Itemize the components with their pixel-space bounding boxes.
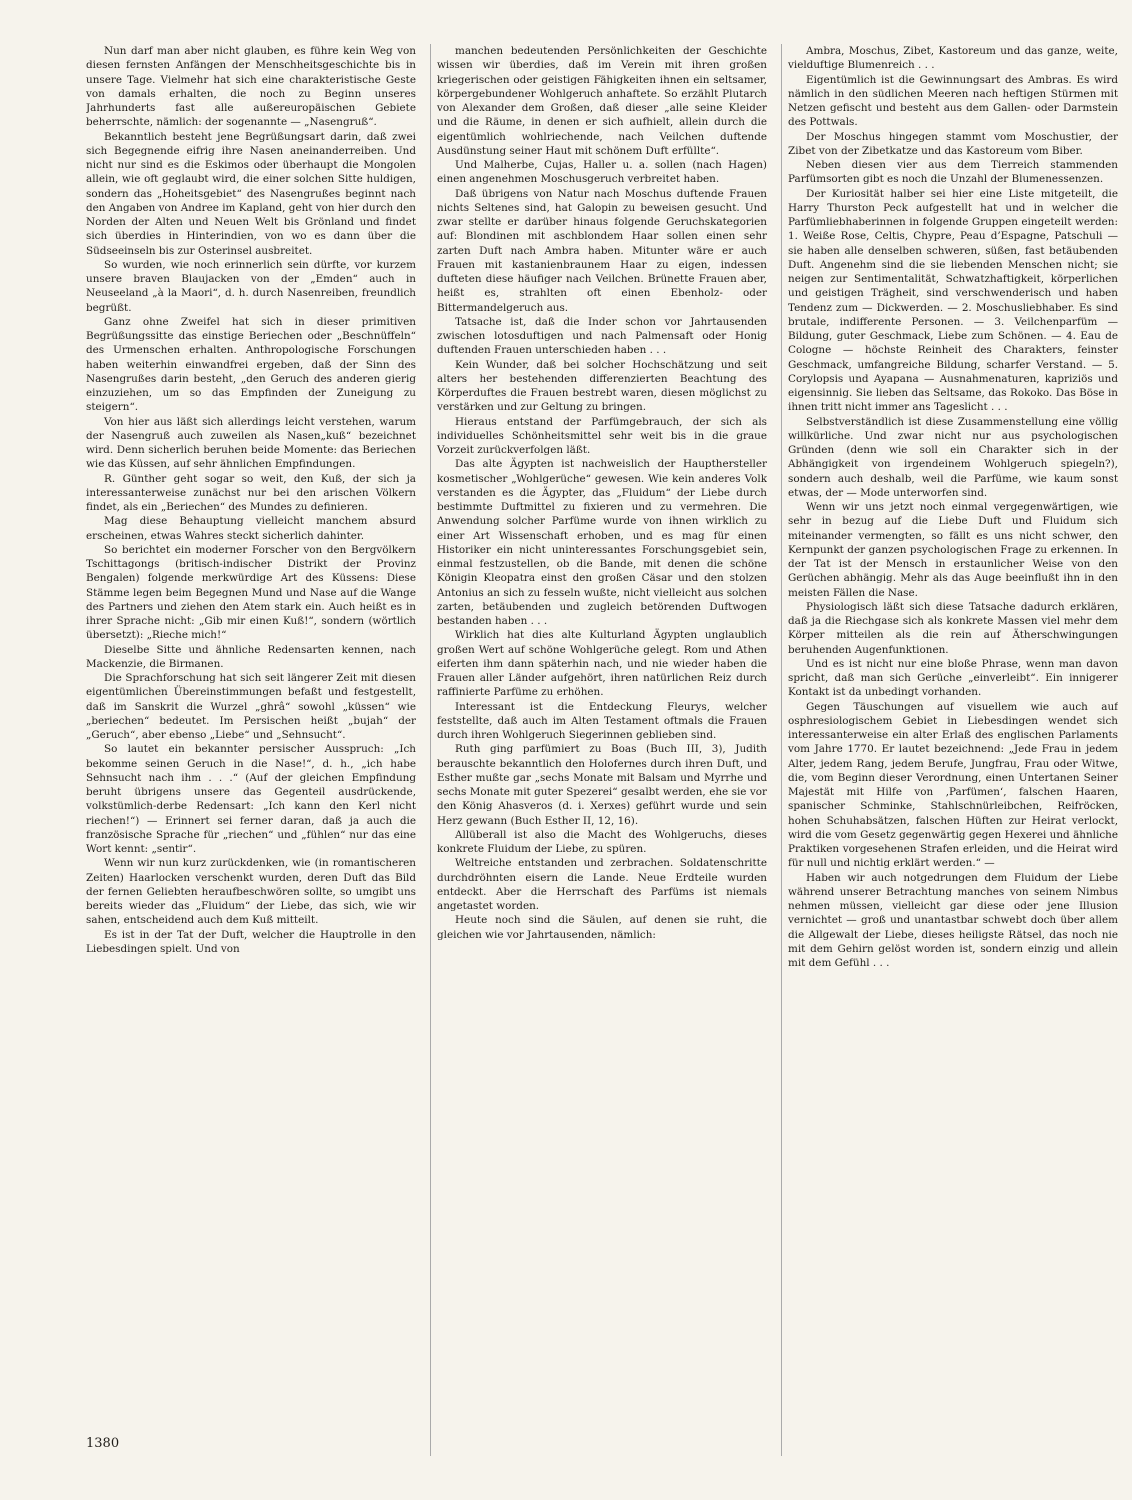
column-3 [781, 44, 1118, 1456]
paragraph: Ruth ging parfümiert zu Boas (Buch III, 3), Judith berauschte bekanntlich den Holofernes durch ihren Duft, und Esther mußte gar „sechs Monate mit Balsam und Myrrhe und sechs Monate mit guter Spezerei“ gesalbt werden, ehe sie vor den König Ahasveros (d. i. Xerxes) geführt wurde und sein Herz gewann (Buch Esther II, 12, 16). [437, 743, 767, 827]
paragraph: Der Kuriosität halber sei hier eine Liste mitgeteilt, die Harry Thurston Peck aufgestellt hat und in welcher die Parfümliebhaberinnen in folgende Gruppen eingeteilt werden: 1. Weiße Rose, Celtis, Chypre, Peau d’Espagne, Patschuli — sie haben alle denselben schweren, süßen, fast betäubenden Duft. Angenehm sind die sie liebenden Menschen nicht; sie neigen zur Sentimentalität, Schwatzhaftigkeit, körperlichen und geistigen Trägheit, sind verschwenderisch und haben Tendenz zum — Dickwerden. — 2. Moschusliebhaber. Es sind brutale, indifferente Personen. — 3. Veilchenparfüm — Bildung, guter Geschmack, Liebe zum Schönen. — 4. Eau de Cologne — höchste Reinheit des Charakters, feinster Geschmack, umfangreiche Bildung, scharfer Verstand. — 5. Corylopsis und Ayapana — Ausnahmenaturen, kapriziös und eigensinnig. Sie lieben das Seltsame, das Rokoko. Das Böse in ihnen tritt nicht immer ans Tageslicht . . . [788, 187, 1118, 414]
paragraph: Allüberall ist also die Macht des Wohlgeruchs, dieses konkrete Fluidum der Liebe, zu spüren. [437, 828, 767, 855]
paragraph: Dieselbe Sitte und ähnliche Redensarten kennen, nach Mackenzie, die Birmanen. [86, 643, 416, 670]
paragraph: So lautet ein bekannter persischer Ausspruch: „Ich bekomme seinen Geruch in die Nase!“, d. h., „ich habe Sehnsucht nach ihm . . .“ (Auf der gleichen Empfindung beruht übrigens unsere das Gegenteil ausdrückende, volkstümlich-derbe Redensart: „Ich kann den Kerl nicht riechen!“) — Erinnert sei ferner daran, daß ja auch die französische Sprache für „riechen“ und „fühlen“ nur das eine Wort kennt: „sentir“. [86, 743, 416, 855]
paragraph: Es ist in der Tat der Duft, welcher die Hauptrolle in den Liebesdingen spielt. Und von [86, 928, 416, 955]
column-2 [430, 44, 767, 1456]
paragraph: Und Malherbe, Cujas, Haller u. a. sollen (nach Hagen) einen angenehmen Moschusgeruch verbreitet haben. [437, 159, 767, 186]
paragraph: Tatsache ist, daß die Inder schon vor Jahrtausenden zwischen lotosduftigen und nach Palmensaft oder Honig duftenden Frauen unterschieden haben . . . [437, 315, 767, 357]
paragraph: Neben diesen vier aus dem Tierreich stammenden Parfümsorten gibt es noch die Unzahl der Blumenessenzen. [788, 159, 1118, 186]
paragraph: So berichtet ein moderner Forscher von den Bergvölkern Tschittagongs (britisch-indischer Distrikt der Provinz Bengalen) folgende merkwürdige Art des Küssens: Diese Stämme legen beim Begegnen Mund und Nase auf die Wange des Partners und ziehen den Atem stark ein. Auch heißt es in ihrer Sprache nicht: „Gib mir einen Kuß!“, sondern (wörtlich übersetzt): „Rieche mich!“ [86, 543, 416, 642]
paragraph: manchen bedeutenden Persönlichkeiten der Geschichte wissen wir überdies, daß im Verein mit ihren großen kriegerischen oder geistigen Fähigkeiten ihnen ein seltsamer, körpergebundener Wohlgeruch anhaftete. So erzählt Plutarch von Alexander dem Großen, daß dieser „alle seine Kleider und die Räume, in denen er sich aufhielt, allein durch die eigentümlich wohlriechende, nach Veilchen duftende Ausdünstung seiner Haut mit schönem Duft erfüllte“. [437, 45, 767, 157]
paragraph: Ambra, Moschus, Zibet, Kastoreum und das ganze, weite, vielduftige Blumenreich . . . [788, 45, 1118, 72]
paragraph: Bekanntlich besteht jene Begrüßungsart darin, daß zwei sich Begegnende eifrig ihre Nasen aneinanderreiben. Und nicht nur sind es die Eskimos oder überhaupt die Mongolen allein, wie oft geglaubt wird, die einer solchen Sitte huldigen, sondern das „Hoheitsgebiet“ des Nasengrußes beginnt nach den Angaben von Andree im Kapland, geht von hier durch den Norden der Alten und Neuen Welt bis Grönland und findet sich überdies in Hinterindien, von wo es dann über die Südseeinseln bis zur Osterinsel ausbreitet. [86, 130, 416, 257]
paragraph: Der Moschus hingegen stammt vom Moschustier, der Zibet von der Zibetkatze und das Kastoreum vom Biber. [788, 130, 1118, 157]
paragraph: Wirklich hat dies alte Kulturland Ägypten unglaublich großen Wert auf schöne Wohlgerüche gelegt. Rom und Athen eiferten ihm dann späterhin nach, und nie wieder haben die Frauen aller Länder aufgehört, ihren natürlichen Reiz durch raffinierte Parfüme zu erhöhen. [437, 629, 767, 699]
column-1 [86, 44, 416, 1456]
paragraph: Und es ist nicht nur eine bloße Phrase, wenn man davon spricht, daß man sich Gerüche „einverleibt“. Ein innigerer Kontakt ist da unbedingt vorhanden. [788, 657, 1118, 699]
paragraph: Das alte Ägypten ist nachweislich der Haupthersteller kosmetischer „Wohlgerüche“ gewesen. Wie kein anderes Volk verstanden es die Ägypter, das „Fluidum“ der Liebe durch bestimmte Duftmittel zu fixieren und zu vermehren. Die Anwendung solcher Parfüme wurde von ihnen wirklich zu einer Art Wissenschaft erhoben, und es mag für einen Historiker ein nicht uninteressantes Forschungsgebiet sein, einmal festzustellen, ob die Bande, mit denen die schöne Königin Kleopatra einst den großen Cäsar und den stolzen Antonius an sich zu fesseln wußte, nicht vielleicht aus solchen zarten, betäubenden und zugleich betörenden Duftwogen bestanden haben . . . [437, 458, 767, 627]
paragraph: Wenn wir nun kurz zurückdenken, wie (in romantischeren Zeiten) Haarlocken verschenkt wurden, deren Duft das Bild der fernen Geliebten heraufbeschwören sollte, so umgibt uns bereits wieder das „Fluidum“ der Liebe, das sich, wie wir sahen, entscheidend auch dem Kuß mitteilt. [86, 857, 416, 927]
paragraph: Ganz ohne Zweifel hat sich in dieser primitiven Begrüßungssitte das einstige Beriechen oder „Beschnüffeln“ des Urmenschen erhalten. Anthropologische Forschungen haben weiterhin einwandfrei ergeben, daß der Sinn des Nasengrußes darin besteht, „den Geruch des anderen gierig einzuziehen, um so das Empfinden der Zuneigung zu steigern“. [86, 315, 416, 414]
paragraph: Nun darf man aber nicht glauben, es führe kein Weg von diesen fernsten Anfängen der Menschheitsgeschichte bis in unsere Tage. Vielmehr hat sich eine charakteristische Geste von damals erhalten, die noch zu Beginn unseres Jahrhunderts fast alle außereuropäischen Gebiete beherrschte, nämlich: der sogenannte — „Nasengruß“. [86, 45, 416, 129]
paragraph: Hieraus entstand der Parfümgebrauch, der sich als individuelles Schönheitsmittel sehr weit bis in die graue Vorzeit zurückverfolgen läßt. [437, 415, 767, 456]
text-columns [86, 44, 1118, 1456]
paragraph: Von hier aus läßt sich allerdings leicht verstehen, warum der Nasengruß auch zuweilen als Nasen„kuß“ bezeichnet wird. Denn sicherlich beruhen beide Momente: das Beriechen wie das Küssen, auf sehr ähnlichen Empfindungen. [86, 415, 416, 471]
paragraph: Eigentümlich ist die Gewinnungsart des Ambras. Es wird nämlich in den südlichen Meeren nach heftigen Stürmen mit Netzen gefischt und besteht aus dem Gallen- oder Darmstein des Pottwals. [788, 73, 1118, 129]
paragraph: Selbstverständlich ist diese Zusammenstellung eine völlig willkürliche. Und zwar nicht nur aus psychologischen Gründen (denn wie soll ein Charakter sich in der Abhängigkeit von irgendeinem Wohlgeruch spiegeln?), sondern auch deshalb, weil die Parfüme, wie kaum sonst etwas, der — Mode unterworfen sind. [788, 415, 1118, 499]
paragraph: Daß übrigens von Natur nach Moschus duftende Frauen nichts Seltenes sind, hat Galopin zu beweisen gesucht. Und zwar stellte er darüber hinaus folgende Geruchskategorien auf: Blondinen mit aschblondem Haar sollen einen sehr zarten Duft nach Ambra haben. Mitunter wäre er auch Frauen mit kastanienbraunem Haar zu eigen, indessen dufteten diese häufiger nach Veilchen. Brünette Frauen aber, heißt es, strahlten oft einen Ebenholz- oder Bittermandelgeruch aus. [437, 187, 767, 314]
paragraph: Haben wir auch notgedrungen dem Fluidum der Liebe während unserer Betrachtung manches von seinem Nimbus nehmen müssen, vielleicht gar diese oder jene Illusion vernichtet — groß und unantastbar schwebt doch über allem die Allgewalt der Liebe, dieses heiligste Rätsel, das noch nie mit dem Gehirn gelöst worden ist, sondern einzig und allein mit dem Gefühl . . . [788, 871, 1118, 969]
paragraph: Weltreiche entstanden und zerbrachen. Soldatenschritte durchdröhnten eisern die Lande. Neue Erdteile wurden entdeckt. Aber die Herrschaft des Parfüms ist niemals angetastet worden. [437, 857, 767, 912]
paragraph: Die Sprachforschung hat sich seit längerer Zeit mit diesen eigentümlichen Übereinstimmungen befaßt und festgestellt, daß im Sanskrit die Wurzel „ghrâ“ sowohl „küssen“ wie „beriechen“ bedeutet. Im Persischen heißt „bujah“ der „Geruch“, aber ebenso „Liebe“ und „Sehnsucht“. [86, 672, 416, 741]
paragraph: Physiologisch läßt sich diese Tatsache dadurch erklären, daß ja die Riechgase sich als konkrete Massen viel mehr dem Körper mitteilen als die rein auf Ätherschwingungen beruhenden Augenfunktionen. [788, 600, 1118, 656]
paragraph: So wurden, wie noch erinnerlich sein dürfte, vor kurzem unsere braven Blaujacken von der „Emden“ auch in Neuseeland „à la Maori“, d. h. durch Nasenreiben, freundlich begrüßt. [86, 258, 416, 314]
paragraph: Mag diese Behauptung vielleicht manchem absurd erscheinen, etwas Wahres steckt sicherlich dahinter. [86, 515, 416, 542]
paragraph: R. Günther geht sogar so weit, den Kuß, der sich ja interessanterweise zunächst nur bei den arischen Völkern findet, als ein „Beriechen“ des Mundes zu definieren. [86, 472, 416, 513]
paragraph: Kein Wunder, daß bei solcher Hochschätzung und seit alters her bestehenden differenzierten Beachtung des Körperduftes die Frauen bestrebt waren, diesen möglichst zu verstärken und zur Geltung zu bringen. [437, 358, 767, 414]
paragraph: Heute noch sind die Säulen, auf denen sie ruht, die gleichen wie vor Jahrtausenden, nämlich: [437, 914, 767, 941]
paragraph: Wenn wir uns jetzt noch einmal vergegenwärtigen, wie sehr in bezug auf die Liebe Duft und Fluidum sich miteinander vermengten, so fällt es uns nicht schwer, den Kernpunkt der ganzen psychologischen Frage zu erkennen. In der Tat ist der Mensch in erstaunlicher Weise von den Gerüchen abhängig. Mehr als das Auge beeinflußt ihn in den meisten Fällen die Nase. [788, 501, 1118, 599]
paragraph: Interessant ist die Entdeckung Fleurys, welcher feststellte, daß auch im Alten Testament oftmals die Frauen durch ihren Wohlgeruch Siegerinnen geblieben sind. [437, 700, 767, 741]
page-number: 1380 [86, 1436, 120, 1451]
paragraph: Gegen Täuschungen auf visuellem wie auch auf osphresiologischem Gebiet in Liebesdingen wendet sich interessanterweise ein alter Erlaß des englischen Parlaments vom Jahre 1770. Er lautet bezeichnend: „Jede Frau in jedem Alter, jedem Rang, jedem Berufe, Jungfrau, Frau oder Witwe, die, vom Beginn dieser Verordnung, einen Untertanen Seiner Majestät mit Hilfe von ‚Parfümen‘, falschen Haaren, spanischer Schminke, Stahlschnürleibchen, Reifröcken, hohen Schuhabsätzen, falschen Hüften zur Heirat verlockt, wird die vom Gesetz gegenwärtig gegen Hexerei und ähnliche Praktiken vorgesehenen Strafen erleiden, und die Heirat wird für null und nichtig erklärt werden.“ — [788, 700, 1118, 870]
